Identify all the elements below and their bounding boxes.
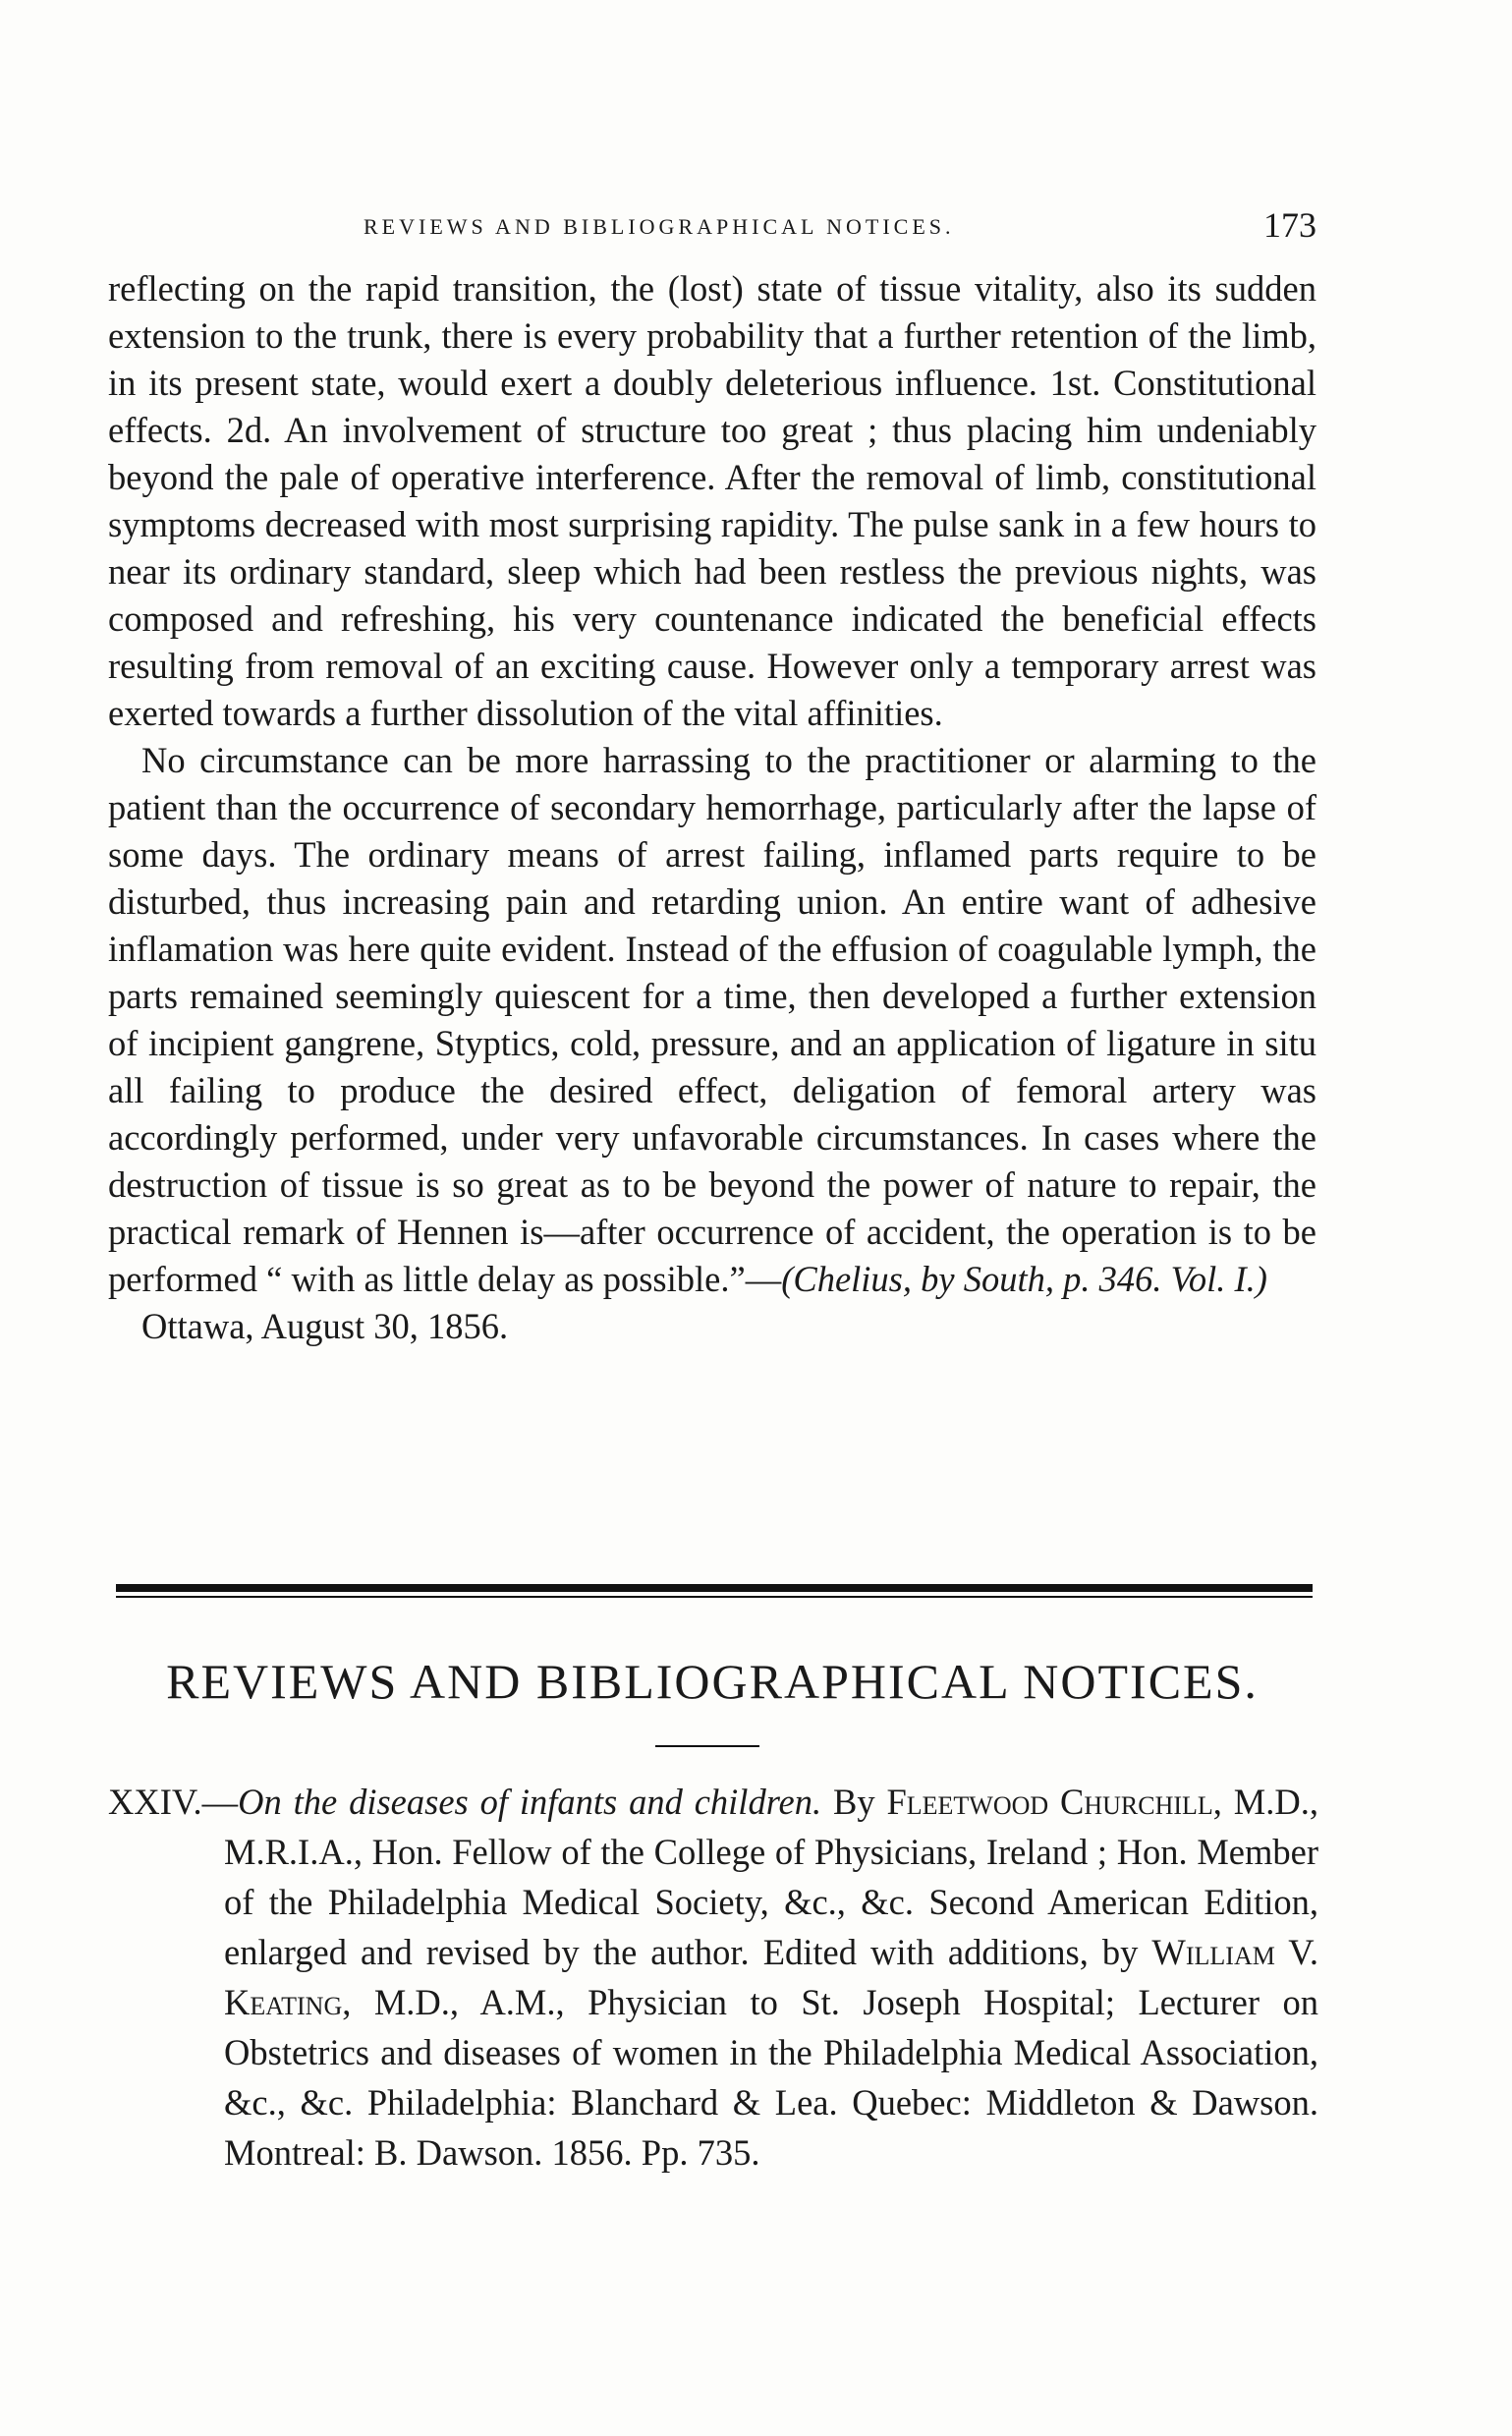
section-title: REVIEWS AND BIBLIOGRAPHICAL NOTICES.: [166, 1654, 1259, 1709]
entry-number: XXIV.—: [108, 1782, 239, 1822]
divider-thick-rule: [116, 1584, 1313, 1592]
page-number: 173: [1263, 205, 1316, 245]
entry-author: Fleetwood Churchill: [886, 1782, 1213, 1822]
divider-thin-rule: [116, 1596, 1313, 1598]
entry-by: By: [821, 1782, 887, 1822]
section-divider: [116, 1584, 1313, 1598]
review-entry-text: [108, 1777, 1318, 2178]
review-entry: [108, 1777, 1318, 2178]
author-credentials: , M.D., M.R.I.A., Hon. Fellow of the College of Physicians, Ireland ; Hon. Member of the Philadelphia Medical Society, &c., &c. Second American Edition, enlarged and revised by the author. Edited with additions, by: [224, 1782, 1318, 1972]
article-body: [108, 265, 1316, 1350]
entry-title: On the diseases of infants and children.: [238, 1782, 822, 1822]
dateline: Ottawa, August 30, 1856.: [141, 1306, 509, 1346]
article-paragraph-1: reflecting on the rapid transition, the (lost) state of tissue vitality, also its sudden extension to the trunk, there is every probability that a further retention of the limb, in its present state, would exert a doubly deleterious influence. 1st. Constitutional effects. 2d. An involvement of structure too great ; thus placing him undeniably beyond the pale of operative interference. After the removal of limb, constitutional symptoms decreased with most surprising rapidity. The pulse sank in a few hours to near its ordinary standard, sleep which had been restless the previous nights, was composed and refreshing, his very countenance indicated the beneficial effects resulting from removal of an exciting cause. However only a temporary arrest was exerted towards a further dissolution of the vital affinities.: [108, 268, 1316, 733]
editor-credentials: , M.D., A.M., Physician to St. Joseph Hospital; Lecturer on Obstetrics and diseases of women in the Philadelphia Medical Association, &c., &c. Philadelphia: Blanchard & Lea. Quebec: Middleton & Dawson. Montreal: B. Dawson. 1856. Pp. 735.: [224, 1982, 1318, 2173]
paragraph-2-text: No circumstance can be more harrassing to the practitioner or alarming to the patient than the occurrence of secondary hemorrhage, particularly after the lapse of some days. The ordinary means of arrest failing, inflamed parts require to be disturbed, thus increasing pain and retarding union. An entire want of adhesive inflamation was here quite evident. Instead of the effusion of coagulable lymph, the parts remained seemingly quiescent for a time, then developed a further extension of incipient gangrene, Styptics, cold, pressure, and an application of ligature in situ all failing to produce the desired effect, deligation of femoral artery was accordingly performed, under very unfavorable circumstances. In cases where the destruction of tissue is so great as to be beyond the power of nature to repair, the practical remark of Hennen is—after occurrence of accident, the operation is to be performed “ with as little delay as possible.”—: [108, 740, 1316, 1299]
running-title: REVIEWS AND BIBLIOGRAPHICAL NOTICES.: [364, 214, 955, 239]
article-paragraph-2: [108, 737, 1316, 1303]
entry-editor: William V. Keating: [224, 1932, 1318, 2022]
short-rule: [655, 1745, 759, 1747]
citation: (Chelius, by South, p. 346. Vol. I.): [781, 1259, 1267, 1299]
running-head: [108, 204, 1316, 254]
